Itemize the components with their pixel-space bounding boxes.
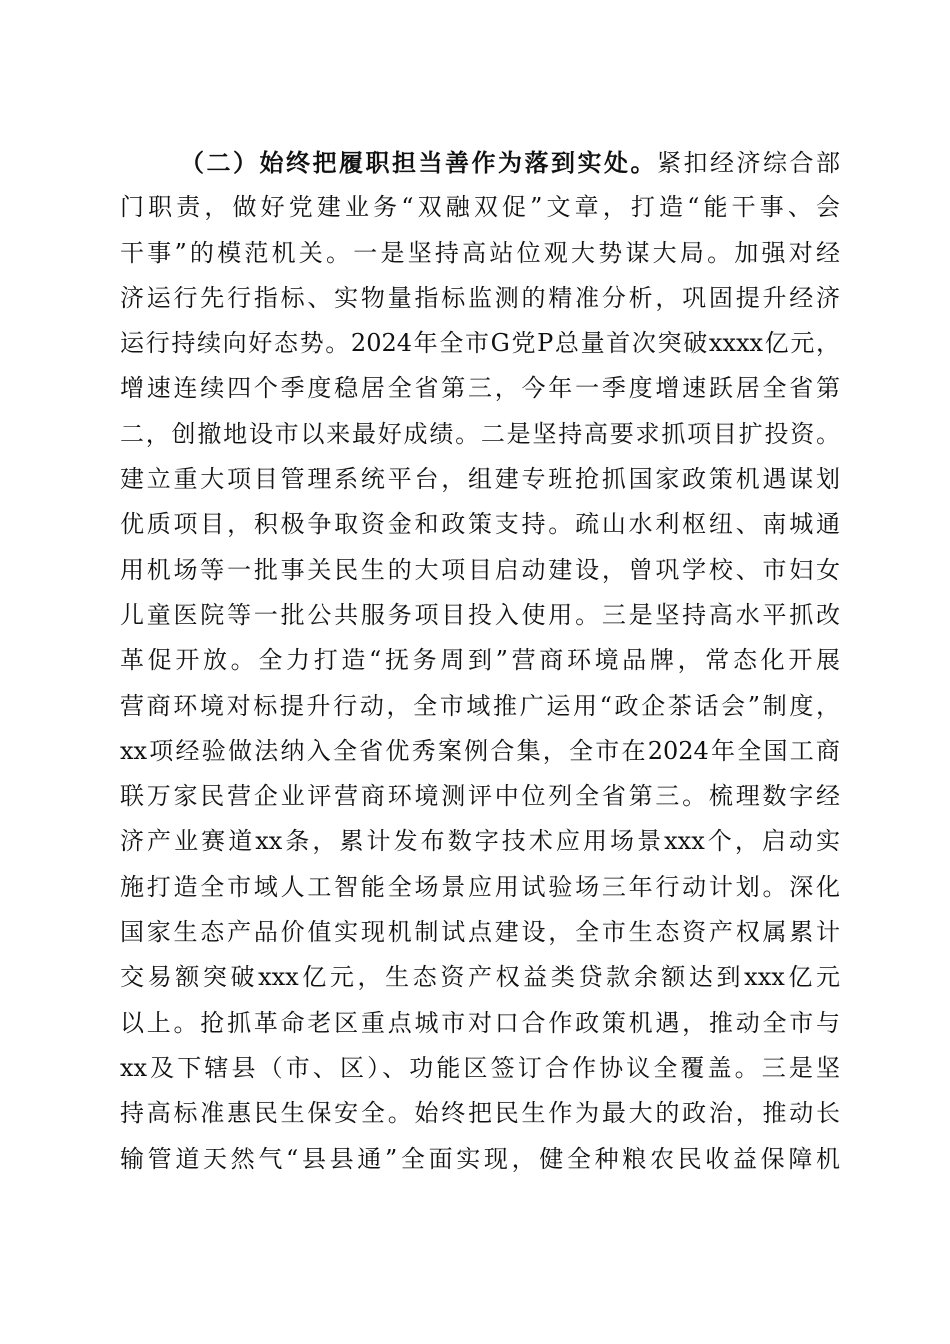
text-line: 干事”的模范机关。一是坚持高站位观大势谋大局。加强对经 <box>120 238 840 267</box>
text-line: 紧扣经济综合部 <box>657 149 840 177</box>
paragraph-first-line <box>120 140 840 185</box>
text-line: 增速连续四个季度稳居全省第三，今年一季度增速跃居全省第 <box>120 374 840 403</box>
text-line: 优质项目，积极争取资金和政策支持。疏山水利枢纽、南城通 <box>120 510 840 539</box>
text-line: 儿童医院等一批公共服务项目投入使用。三是坚持高水平抓改 <box>120 600 840 629</box>
text-line: 用机场等一批事关民生的大项目启动建设，曾巩学校、市妇女 <box>120 555 840 584</box>
body-text <box>120 140 840 1182</box>
text-line: xx项经验做法纳入全省优秀案例合集，全市在2024年全国工商 <box>120 736 840 765</box>
text-line: 持高标准惠民生保安全。始终把民生作为最大的政治，推动长 <box>120 1099 840 1128</box>
text-line: 门职责，做好党建业务“双融双促”文章，打造“能干事、会 <box>120 193 840 222</box>
text-line: 联万家民营企业评营商环境测评中位列全省第三。梳理数字经 <box>120 782 840 811</box>
text-line: 建立重大项目管理系统平台，组建专班抢抓国家政策机遇谋划 <box>120 465 840 494</box>
text-line: 二，创撤地设市以来最好成绩。二是坚持高要求抓项目扩投资。 <box>120 419 840 448</box>
text-line: 营商环境对标提升行动，全市域推广运用“政企茶话会”制度， <box>120 691 840 720</box>
text-line: 革促开放。全力打造“抚务周到”营商环境品牌，常态化开展 <box>120 646 840 675</box>
text-line: 施打造全市域人工智能全场景应用试验场三年行动计划。深化 <box>120 872 840 901</box>
text-line: 济产业赛道xx条，累计发布数字技术应用场景xxx个，启动实 <box>120 827 840 856</box>
text-line: 交易额突破xxx亿元，生态资产权益类贷款余额达到xxx亿元 <box>120 963 840 992</box>
text-line: 运行持续向好态势。2024年全市G党P总量首次突破xxxx亿元， <box>120 329 840 358</box>
text-line: 以上。抢抓革命老区重点城市对口合作政策机遇，推动全市与 <box>120 1008 840 1037</box>
text-line: 济运行先行指标、实物量指标监测的精准分析，巩固提升经济 <box>120 283 840 312</box>
text-line: 国家生态产品价值实现机制试点建设，全市生态资产权属累计 <box>120 918 840 947</box>
section-heading: （二）始终把履职担当善作为落到实处。 <box>180 148 657 177</box>
text-line: 输管道天然气“县县通”全面实现，健全种粮农民收益保障机 <box>120 1144 840 1173</box>
text-line: xx及下辖县（市、区）、功能区签订合作协议全覆盖。三是坚 <box>120 1053 840 1082</box>
